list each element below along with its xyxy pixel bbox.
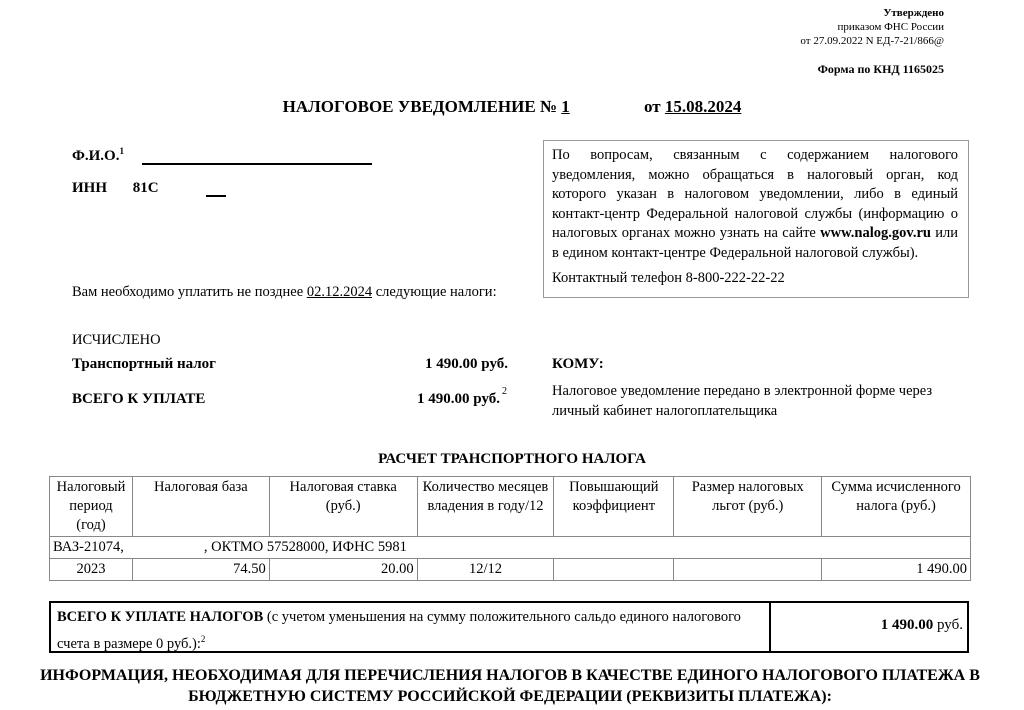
payment-deadline: 02.12.2024 <box>306 284 373 300</box>
header-period: Налоговый период (год) <box>50 477 133 537</box>
calc-table <box>49 476 971 581</box>
fio-row <box>72 146 372 165</box>
total-taxes-amount: 1 490.00 руб. <box>880 617 963 633</box>
vehicle-info: ВАЗ-21074, , ОКТМО 57528000, ИФНС 5981 <box>50 537 971 559</box>
recipient-label: КОМУ: <box>552 356 604 372</box>
header-coefficient: Повышающий коэффициент <box>554 477 674 537</box>
header-rate: Налоговая ставка (руб.) <box>269 477 417 537</box>
notice-title-prefix: НАЛОГОВОЕ УВЕДОМЛЕНИЕ № <box>282 97 557 116</box>
contact-info-box <box>543 140 969 298</box>
inn-row <box>72 180 226 197</box>
table-row <box>50 559 971 581</box>
approval-block <box>800 6 944 48</box>
total-sup: 2 <box>502 386 507 397</box>
cell-period: 2023 <box>50 559 133 581</box>
payment-details-heading: ИНФОРМАЦИЯ, НЕОБХОДИМАЯ ДЛЯ ПЕРЕЧИСЛЕНИЯ НАЛОГОВ В КАЧЕСТВЕ ЕДИНОГО НАЛОГОВОГО ПЛАТЕЖА В БЮДЖЕТНУЮ СИСТЕМУ РОССИЙСКОЙ ФЕДЕРАЦИИ (РЕКВИЗИТЫ ПЛАТЕЖА): <box>40 667 980 705</box>
inn-label: ИНН <box>72 180 108 196</box>
cell-sum: 1 490.00 <box>822 559 971 581</box>
cell-base: 74.50 <box>132 559 269 581</box>
header-months: Количество месяцев владения в году/12 <box>417 477 554 537</box>
delivery-note: Налоговое уведомление передано в электронной форме через личный кабинет налогоплательщика <box>552 383 933 419</box>
cell-months: 12/12 <box>417 559 554 581</box>
recipient-row <box>552 356 604 373</box>
notice-date: 15.08.2024 <box>664 97 742 116</box>
calc-header-row <box>50 477 971 537</box>
calculated-label: ИСЧИСЛЕНО <box>72 332 161 348</box>
cell-rate: 20.00 <box>269 559 417 581</box>
notice-number: 1 <box>561 97 570 116</box>
site-link: www.nalog.gov.ru <box>820 225 931 241</box>
vehicle-row <box>50 537 971 559</box>
inn-redacted <box>206 195 226 197</box>
contact-info-text: По вопросам, связанным с содержанием налогового уведомления, можно обращаться в налоговый орган, код которого указан в налоговом уведомлении, либо в единый контакт-центр Федеральной налоговой службы (информацию о налоговых органах можно узнать на сайте www.nalog.gov.ru или в едином контакт-центре Федеральной налоговой службы). <box>552 147 958 261</box>
approved-label: Утверждено <box>883 7 944 19</box>
cell-coefficient <box>554 559 674 581</box>
fio-redacted <box>142 163 372 165</box>
payment-instruction: Вам необходимо уплатить не позднее 02.12.2024 следующие налоги: <box>72 284 497 300</box>
tax-amount: 1 490.00 руб. <box>425 356 508 372</box>
header-sum: Сумма исчисленного налога (руб.) <box>822 477 971 537</box>
cell-benefits <box>674 559 822 581</box>
notice-date-prefix: от <box>644 97 661 116</box>
inn-value: 81С <box>132 180 159 196</box>
total-label: ВСЕГО К УПЛАТЕ <box>72 391 206 407</box>
fio-sup: 1 <box>119 146 124 156</box>
total-taxes-label: ВСЕГО К УПЛАТЕ НАЛОГОВ (с учетом уменьшения на сумму положительного сальдо единого налогового счета в размере 0 руб.):$^2$ <box>51 603 771 651</box>
header-base: Налоговая база <box>132 477 269 537</box>
calc-title: РАСЧЕТ ТРАНСПОРТНОГО НАЛОГА <box>378 451 646 467</box>
contact-phone: Контактный телефон 8-800-222-22-22 <box>552 270 785 286</box>
total-taxes-box <box>49 601 969 653</box>
form-code: Форма по КНД 1165025 <box>817 62 944 76</box>
notice-title <box>0 97 1024 117</box>
order-date: от 27.09.2022 N ЕД-7-21/866@ <box>800 35 944 47</box>
header-benefits: Размер налоговых льгот (руб.) <box>674 477 822 537</box>
tax-name: Транспортный налог <box>72 356 216 372</box>
fio-label: Ф.И.О. <box>72 148 120 164</box>
total-amount: 1 490.00 руб. <box>417 391 500 407</box>
order-text: приказом ФНС России <box>837 21 944 33</box>
